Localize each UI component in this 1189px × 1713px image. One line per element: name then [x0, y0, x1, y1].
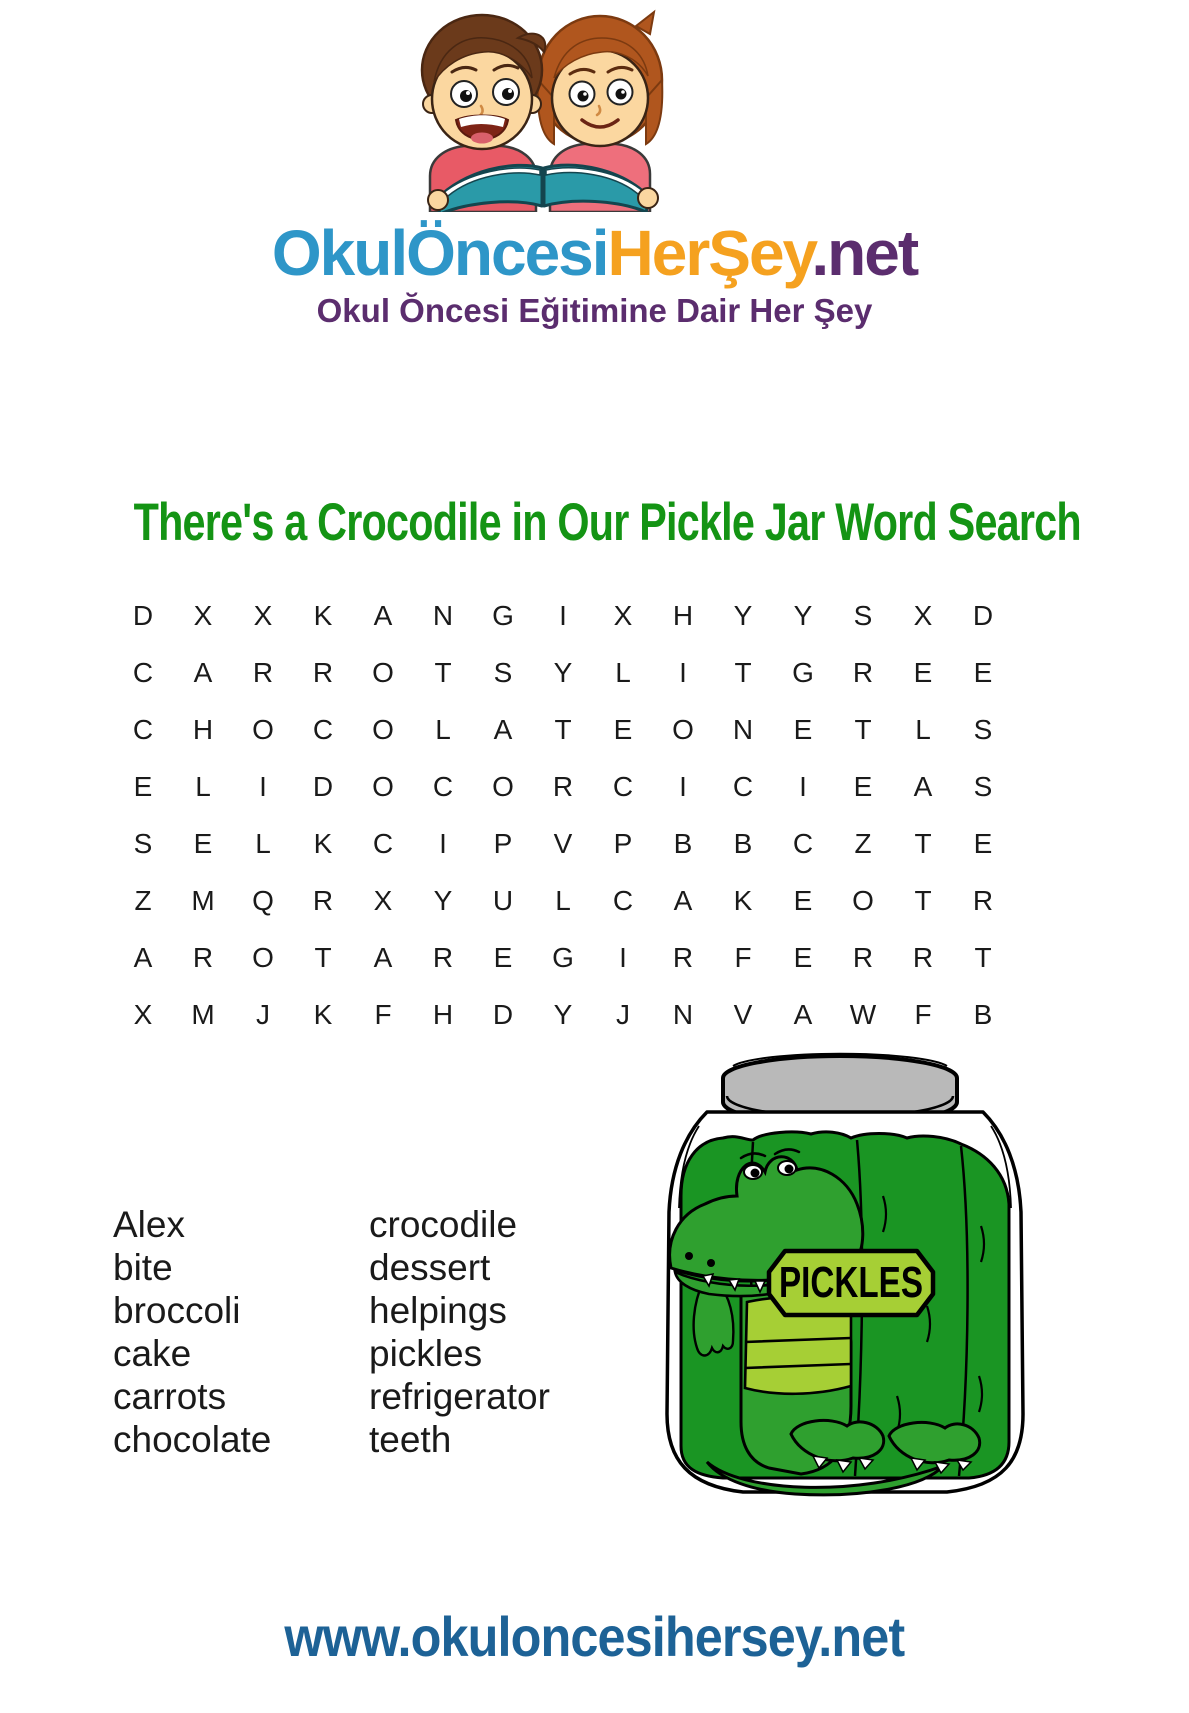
grid-letter: E: [133, 770, 153, 802]
word-item: chocolate: [113, 1419, 272, 1460]
word-item: broccoli: [113, 1290, 241, 1331]
grid-letter: C: [372, 827, 394, 859]
grid-letter: O: [252, 941, 274, 973]
grid-letter: O: [672, 713, 694, 745]
grid-letter: T: [314, 941, 332, 973]
grid-letter: F: [734, 941, 752, 973]
grid-letter: V: [553, 827, 573, 859]
grid-letter: R: [672, 941, 694, 973]
grid-letter: C: [132, 713, 154, 745]
grid-letter: C: [312, 713, 334, 745]
grid-letter: T: [914, 884, 932, 916]
word-item: teeth: [369, 1419, 452, 1460]
grid-letter: A: [373, 941, 393, 973]
grid-letter: J: [616, 998, 630, 1030]
grid-letter: L: [555, 884, 571, 916]
word-item: bite: [113, 1247, 173, 1288]
grid-letter: D: [492, 998, 514, 1030]
grid-letter: C: [132, 656, 154, 688]
grid-letter: R: [552, 770, 574, 802]
grid-letter: A: [493, 713, 513, 745]
logo-part-orange: HerŞey: [607, 217, 812, 289]
grid-letter: D: [972, 599, 994, 631]
word-list-column1: [113, 1203, 369, 1461]
grid-letter: E: [793, 941, 813, 973]
grid-letter: X: [133, 998, 153, 1030]
word-item: pickles: [369, 1333, 483, 1374]
grid-letter: A: [793, 998, 813, 1030]
grid-letter: Y: [553, 998, 573, 1030]
grid-letter: R: [852, 941, 874, 973]
grid-letter: H: [192, 713, 214, 745]
grid-letter: N: [732, 713, 754, 745]
word-item: helpings: [369, 1290, 507, 1331]
grid-letter: T: [974, 941, 992, 973]
grid-letter: M: [191, 884, 215, 916]
grid-letter: L: [615, 656, 631, 688]
grid-letter: O: [492, 770, 514, 802]
grid-letter: E: [613, 713, 633, 745]
grid-letter: L: [435, 713, 451, 745]
word-item: dessert: [369, 1247, 491, 1288]
grid-letter: Z: [134, 884, 152, 916]
grid-letter: I: [259, 770, 267, 802]
grid-letter: Q: [252, 884, 274, 916]
grid-letter: Y: [433, 884, 453, 916]
grid-letter: I: [619, 941, 627, 973]
grid-letter: R: [972, 884, 994, 916]
word-search-grid: [113, 587, 1013, 1043]
grid-letter: E: [853, 770, 873, 802]
word-list: [113, 1203, 550, 1461]
grid-letter: I: [679, 656, 687, 688]
grid-letter: R: [252, 656, 274, 688]
word-item: cake: [113, 1333, 192, 1374]
grid-letter: K: [313, 827, 333, 859]
puzzle-title: There's a Crocodile in Our Pickle Jar Word Search: [133, 493, 1081, 552]
grid-letter: X: [613, 599, 633, 631]
grid-letter: I: [679, 770, 687, 802]
grid-letter: E: [793, 884, 813, 916]
grid-letter: T: [854, 713, 872, 745]
grid-letter: R: [192, 941, 214, 973]
grid-letter: Y: [793, 599, 813, 631]
crocodile-pickle-jar-illustration: [645, 1046, 1045, 1506]
grid-letter: E: [493, 941, 513, 973]
grid-letter: W: [849, 998, 877, 1030]
grid-letter: A: [373, 599, 393, 631]
grid-letter: J: [256, 998, 270, 1030]
grid-letter: C: [732, 770, 754, 802]
grid-letter: C: [612, 770, 634, 802]
grid-letter: T: [434, 656, 452, 688]
grid-letter: E: [913, 656, 933, 688]
grid-letter: U: [492, 884, 514, 916]
grid-letter: B: [973, 998, 993, 1030]
grid-letter: R: [312, 656, 334, 688]
grid-letter: X: [253, 599, 273, 631]
grid-letter: X: [373, 884, 393, 916]
grid-letter: L: [255, 827, 271, 859]
grid-letter: D: [132, 599, 154, 631]
grid-letter: H: [672, 599, 694, 631]
jar-label-text: PICKLES: [779, 1258, 923, 1307]
croc-nostril: [685, 1252, 693, 1260]
grid-letter: R: [432, 941, 454, 973]
grid-letter: S: [973, 713, 993, 745]
grid-letter: R: [912, 941, 934, 973]
grid-letter: Y: [733, 599, 753, 631]
grid-letter: G: [552, 941, 574, 973]
grid-letter: L: [915, 713, 931, 745]
grid-letter: O: [372, 770, 394, 802]
grid-letter: I: [559, 599, 567, 631]
grid-letter: B: [733, 827, 753, 859]
grid-letter: M: [191, 998, 215, 1030]
grid-letter: C: [612, 884, 634, 916]
grid-letter: A: [133, 941, 153, 973]
grid-letter: H: [432, 998, 454, 1030]
grid-letter: O: [372, 656, 394, 688]
word-item: crocodile: [369, 1204, 518, 1245]
grid-letter: O: [252, 713, 274, 745]
grid-letter: T: [734, 656, 752, 688]
grid-letter: S: [133, 827, 153, 859]
footer-url: www.okuloncesihersey.net: [284, 1605, 905, 1668]
grid-letter: L: [195, 770, 211, 802]
grid-letter: B: [673, 827, 693, 859]
site-tagline: Okul Ŏncesi Eğitimine Dair Her Şey: [316, 292, 873, 329]
grid-letter: X: [913, 599, 933, 631]
grid-letter: S: [493, 656, 513, 688]
grid-letter: P: [613, 827, 633, 859]
grid-letter: V: [733, 998, 753, 1030]
logo-part-purple: .net: [811, 217, 918, 289]
grid-letter: D: [312, 770, 334, 802]
word-list-column2: [369, 1203, 550, 1461]
boy-hand: [428, 190, 448, 210]
grid-letter: K: [733, 884, 753, 916]
grid-letter: K: [313, 599, 333, 631]
grid-letter: F: [914, 998, 932, 1030]
grid-letter: Z: [854, 827, 872, 859]
grid-letter: E: [193, 827, 213, 859]
jar-label: [769, 1251, 933, 1315]
grid-letter: A: [193, 656, 213, 688]
grid-letter: G: [492, 599, 514, 631]
grid-letter: R: [312, 884, 334, 916]
grid-letter: C: [432, 770, 454, 802]
grid-letter: G: [792, 656, 814, 688]
grid-letter: A: [913, 770, 933, 802]
word-item: Alex: [113, 1204, 185, 1245]
grid-letter: C: [792, 827, 814, 859]
grid-letter: R: [852, 656, 874, 688]
grid-letter: K: [313, 998, 333, 1030]
grid-letter: I: [799, 770, 807, 802]
grid-letter: X: [193, 599, 213, 631]
grid-letter: O: [372, 713, 394, 745]
site-logo: [0, 216, 1189, 290]
grid-letter: P: [493, 827, 513, 859]
grid-letter: F: [374, 998, 392, 1030]
grid-letter: E: [793, 713, 813, 745]
grid-letter: S: [973, 770, 993, 802]
logo-part-blue: OkulÖncesi: [271, 217, 608, 289]
word-item: carrots: [113, 1376, 227, 1417]
grid-letter: O: [852, 884, 874, 916]
grid-letter: I: [439, 827, 447, 859]
grid-letter: E: [973, 827, 993, 859]
grid-letter: Y: [553, 656, 573, 688]
grid-letter: T: [914, 827, 932, 859]
grid-letter: A: [673, 884, 693, 916]
grid-letter: N: [432, 599, 454, 631]
kids-reading-illustration: [402, 2, 684, 212]
grid-letter: S: [853, 599, 873, 631]
grid-letter: T: [554, 713, 572, 745]
word-item: refrigerator: [369, 1376, 550, 1417]
croc-nostril: [707, 1259, 715, 1267]
grid-letter: N: [672, 998, 694, 1030]
girl-hand: [638, 188, 658, 208]
grid-letter: E: [973, 656, 993, 688]
